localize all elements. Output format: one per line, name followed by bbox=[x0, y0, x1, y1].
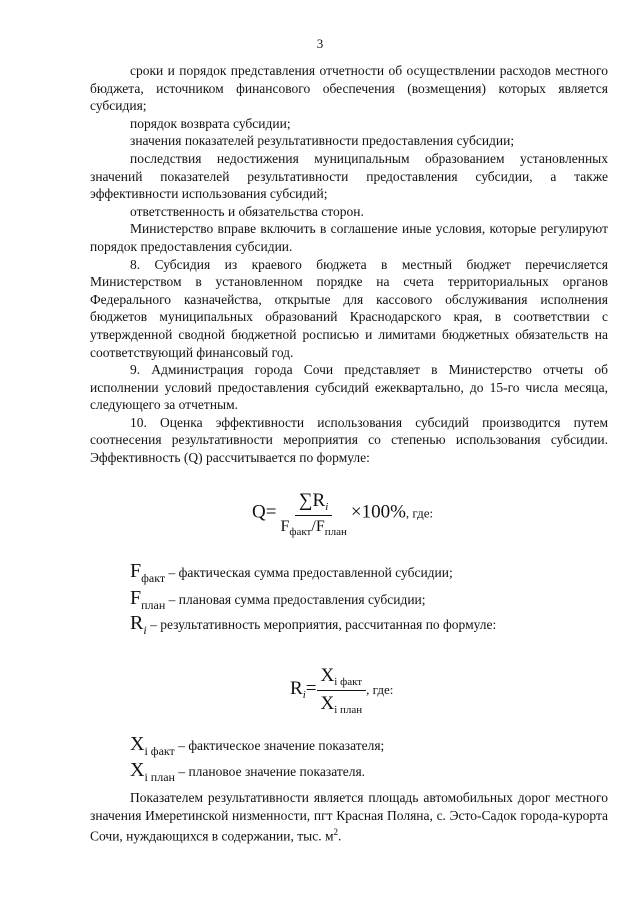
subscript: i факт bbox=[144, 744, 175, 758]
subscript: план bbox=[141, 598, 166, 612]
formula-multiplier: ×100% bbox=[350, 501, 406, 523]
paragraph: Министерство вправе включить в соглашение иные условия, которые регулируют порядок предоставления субсидии. bbox=[90, 221, 608, 254]
definition-item bbox=[130, 759, 365, 785]
paragraph: 9. Администрация города Сочи представляет в Министерство отчеты об исполнении условий предоставления субсидий ежеквартально, до 15-го числа месяца, следующего за отчетным. bbox=[90, 362, 608, 413]
symbol: X bbox=[320, 665, 335, 686]
formula-denominator bbox=[276, 516, 350, 538]
subscript: i план bbox=[144, 770, 175, 784]
formula-tail: , где: bbox=[366, 682, 394, 698]
formula-efficiency bbox=[252, 490, 433, 538]
formula-tail: , где: bbox=[405, 505, 434, 521]
definition-text: – фактическая сумма предоставленной субсидии; bbox=[168, 565, 453, 580]
definition-text: – фактическое значение показателя; bbox=[178, 738, 385, 753]
definition-text: – плановое значение показателя. bbox=[178, 764, 366, 779]
symbol: F bbox=[130, 587, 142, 609]
definition-text: – плановая сумма предоставления субсидии; bbox=[168, 592, 426, 607]
definition-text: – результативность мероприятия, рассчитанная по формуле: bbox=[150, 617, 497, 632]
definition-item bbox=[130, 612, 496, 638]
page-number: 3 bbox=[316, 36, 324, 51]
subscript: i план bbox=[334, 704, 363, 716]
sum-symbol: ∑R bbox=[299, 490, 326, 511]
formula-fraction bbox=[276, 490, 350, 538]
paragraph: порядок возврата субсидии; bbox=[130, 115, 291, 131]
paragraph-text: Показателем результативности является площадь автомобильных дорог местного значения Имеретинской низменности, пгт Красная Поляна, с. Эсто-Садок города-курорта Сочи, нуждающихся в содержании, тыс. м bbox=[90, 790, 608, 844]
f-symbol: F bbox=[280, 518, 290, 535]
subscript: i факт bbox=[334, 676, 363, 688]
f-symbol: /F bbox=[311, 518, 325, 535]
paragraph: 8. Субсидия из краевого бюджета в местный бюджет перечисляется Министерством в установленном порядке на счета территориальных органов Федерального казначейства, открытые для кассового обслуживания исполнения бюджетов муниципальных образований Краснодарского края, в соответствии с утвержденной сводной бюджетной росписью и лимитами бюджетных обязательств на соответствующий финансовый год. bbox=[90, 256, 608, 360]
subscript: план bbox=[324, 526, 347, 538]
paragraph: последствия недостижения муниципальным образованием установленных значений показателей результативности предоставления субсидии, а также эффективности использования субсидий; bbox=[90, 150, 608, 202]
paragraph bbox=[90, 789, 608, 845]
definition-item bbox=[130, 560, 453, 586]
paragraph: значения показателей результативности предоставления субсидии; bbox=[130, 133, 515, 149]
definition-item bbox=[130, 587, 426, 613]
formula-denominator bbox=[316, 691, 366, 716]
symbol: X bbox=[130, 733, 145, 755]
symbol: F bbox=[130, 560, 142, 582]
formula-lhs: Q= bbox=[252, 501, 277, 523]
equals-sign: = bbox=[305, 678, 317, 700]
subscript: i bbox=[325, 501, 329, 513]
paragraph: ответственность и обязательства сторон. bbox=[130, 203, 364, 219]
final-paragraph-block bbox=[90, 789, 608, 845]
definition-item bbox=[130, 733, 384, 759]
subscript: i bbox=[302, 689, 306, 702]
symbol: R bbox=[130, 612, 144, 634]
formula-lhs: R bbox=[290, 678, 303, 700]
body-text bbox=[90, 62, 608, 467]
formula-numerator bbox=[295, 490, 332, 516]
formula-fraction bbox=[316, 665, 366, 716]
subscript: факт bbox=[141, 571, 166, 585]
formula-result bbox=[290, 665, 393, 716]
paragraph: сроки и порядок представления отчетности об осуществлении расходов местного бюджета, источником финансового обеспечения (возмещения) которых является субсидия; bbox=[90, 63, 608, 114]
subscript: факт bbox=[289, 526, 312, 538]
subscript: i bbox=[143, 623, 147, 637]
superscript: 2 bbox=[333, 827, 339, 838]
symbol: X bbox=[130, 759, 145, 781]
punctuation: . bbox=[338, 828, 342, 844]
formula-numerator bbox=[317, 665, 367, 691]
paragraph: 10. Оценка эффективности использования субсидий производится путем соотнесения результативности мероприятия со степенью использования субсидии. Эффективность (Q) рассчитывается по формуле: bbox=[90, 414, 608, 466]
symbol: X bbox=[320, 693, 335, 714]
